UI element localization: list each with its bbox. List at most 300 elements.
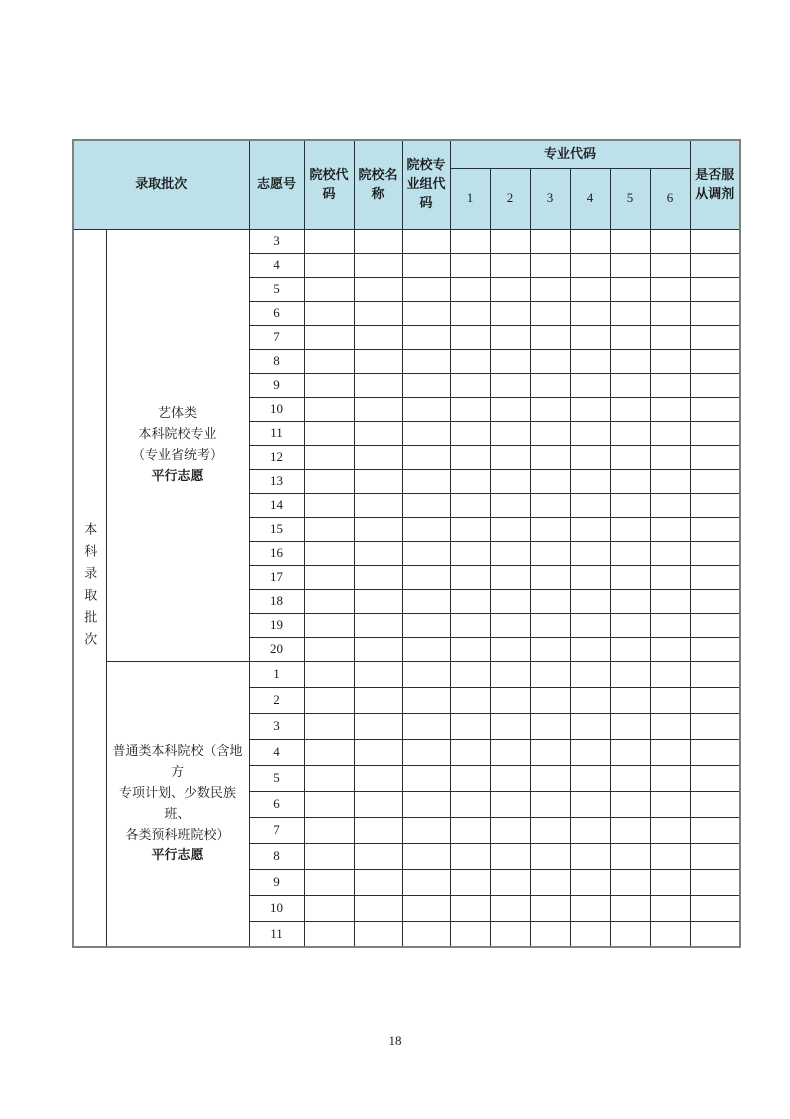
empty-input-cell bbox=[490, 229, 530, 253]
empty-input-cell bbox=[570, 613, 610, 637]
empty-input-cell bbox=[402, 349, 450, 373]
volunteer-number: 7 bbox=[249, 325, 304, 349]
volunteer-form-table bbox=[72, 139, 741, 948]
empty-input-cell bbox=[450, 765, 490, 791]
empty-input-cell bbox=[530, 397, 570, 421]
empty-input-cell bbox=[530, 589, 570, 613]
empty-input-cell bbox=[354, 869, 402, 895]
volunteer-number: 15 bbox=[249, 517, 304, 541]
table-row bbox=[73, 229, 740, 253]
volunteer-number: 10 bbox=[249, 397, 304, 421]
empty-input-cell bbox=[354, 713, 402, 739]
empty-input-cell bbox=[610, 869, 650, 895]
empty-input-cell bbox=[490, 895, 530, 921]
header-major-code-6: 6 bbox=[650, 168, 690, 229]
empty-input-cell bbox=[402, 253, 450, 277]
empty-input-cell bbox=[650, 229, 690, 253]
empty-input-cell bbox=[354, 739, 402, 765]
empty-input-cell bbox=[490, 613, 530, 637]
empty-input-cell bbox=[650, 589, 690, 613]
empty-input-cell bbox=[570, 349, 610, 373]
empty-input-cell bbox=[650, 661, 690, 687]
empty-input-cell bbox=[610, 325, 650, 349]
empty-input-cell bbox=[490, 277, 530, 301]
empty-input-cell bbox=[402, 277, 450, 301]
volunteer-number: 1 bbox=[249, 661, 304, 687]
empty-input-cell bbox=[690, 253, 740, 277]
empty-input-cell bbox=[450, 253, 490, 277]
empty-input-cell bbox=[690, 469, 740, 493]
empty-input-cell bbox=[354, 517, 402, 541]
empty-input-cell bbox=[402, 637, 450, 661]
empty-input-cell bbox=[354, 765, 402, 791]
volunteer-number: 17 bbox=[249, 565, 304, 589]
empty-input-cell bbox=[450, 895, 490, 921]
empty-input-cell bbox=[530, 791, 570, 817]
empty-input-cell bbox=[354, 325, 402, 349]
empty-input-cell bbox=[304, 277, 354, 301]
empty-input-cell bbox=[450, 869, 490, 895]
volunteer-number: 3 bbox=[249, 713, 304, 739]
empty-input-cell bbox=[304, 373, 354, 397]
empty-input-cell bbox=[570, 895, 610, 921]
empty-input-cell bbox=[490, 765, 530, 791]
volunteer-number: 20 bbox=[249, 637, 304, 661]
empty-input-cell bbox=[490, 661, 530, 687]
empty-input-cell bbox=[354, 541, 402, 565]
empty-input-cell bbox=[304, 301, 354, 325]
empty-input-cell bbox=[530, 253, 570, 277]
empty-input-cell bbox=[690, 869, 740, 895]
empty-input-cell bbox=[650, 397, 690, 421]
volunteer-number: 16 bbox=[249, 541, 304, 565]
volunteer-number: 9 bbox=[249, 373, 304, 397]
empty-input-cell bbox=[304, 637, 354, 661]
empty-input-cell bbox=[450, 373, 490, 397]
empty-input-cell bbox=[530, 445, 570, 469]
empty-input-cell bbox=[450, 921, 490, 947]
volunteer-number: 7 bbox=[249, 817, 304, 843]
empty-input-cell bbox=[450, 739, 490, 765]
empty-input-cell bbox=[570, 637, 610, 661]
empty-input-cell bbox=[490, 687, 530, 713]
header-college-code: 院校代码 bbox=[304, 140, 354, 229]
empty-input-cell bbox=[490, 541, 530, 565]
empty-input-cell bbox=[402, 469, 450, 493]
page-number: 18 bbox=[388, 1033, 402, 1048]
empty-input-cell bbox=[610, 817, 650, 843]
empty-input-cell bbox=[650, 301, 690, 325]
empty-input-cell bbox=[570, 921, 610, 947]
empty-input-cell bbox=[490, 445, 530, 469]
volunteer-number: 8 bbox=[249, 843, 304, 869]
empty-input-cell bbox=[402, 325, 450, 349]
empty-input-cell bbox=[530, 565, 570, 589]
empty-input-cell bbox=[402, 229, 450, 253]
empty-input-cell bbox=[650, 817, 690, 843]
empty-input-cell bbox=[530, 373, 570, 397]
empty-input-cell bbox=[690, 791, 740, 817]
volunteer-number: 14 bbox=[249, 493, 304, 517]
empty-input-cell bbox=[530, 325, 570, 349]
empty-input-cell bbox=[490, 713, 530, 739]
empty-input-cell bbox=[650, 637, 690, 661]
empty-input-cell bbox=[610, 229, 650, 253]
empty-input-cell bbox=[530, 493, 570, 517]
empty-input-cell bbox=[690, 613, 740, 637]
volunteer-number: 10 bbox=[249, 895, 304, 921]
empty-input-cell bbox=[402, 713, 450, 739]
empty-input-cell bbox=[304, 921, 354, 947]
header-major-code-1: 1 bbox=[450, 168, 490, 229]
empty-input-cell bbox=[490, 869, 530, 895]
empty-input-cell bbox=[610, 253, 650, 277]
empty-input-cell bbox=[450, 469, 490, 493]
table-row bbox=[73, 661, 740, 687]
empty-input-cell bbox=[304, 349, 354, 373]
empty-input-cell bbox=[570, 661, 610, 687]
empty-input-cell bbox=[690, 493, 740, 517]
empty-input-cell bbox=[610, 277, 650, 301]
table-header bbox=[73, 140, 740, 229]
empty-input-cell bbox=[450, 661, 490, 687]
empty-input-cell bbox=[570, 843, 610, 869]
empty-input-cell bbox=[304, 517, 354, 541]
empty-input-cell bbox=[450, 713, 490, 739]
volunteer-number: 19 bbox=[249, 613, 304, 637]
header-major-code: 专业代码 bbox=[450, 140, 690, 168]
empty-input-cell bbox=[530, 277, 570, 301]
empty-input-cell bbox=[354, 445, 402, 469]
empty-input-cell bbox=[530, 895, 570, 921]
empty-input-cell bbox=[570, 325, 610, 349]
header-major-code-4: 4 bbox=[570, 168, 610, 229]
empty-input-cell bbox=[610, 895, 650, 921]
empty-input-cell bbox=[354, 589, 402, 613]
empty-input-cell bbox=[650, 253, 690, 277]
header-major-code-3: 3 bbox=[530, 168, 570, 229]
empty-input-cell bbox=[690, 445, 740, 469]
volunteer-number: 11 bbox=[249, 921, 304, 947]
empty-input-cell bbox=[690, 843, 740, 869]
volunteer-number: 6 bbox=[249, 791, 304, 817]
empty-input-cell bbox=[610, 349, 650, 373]
empty-input-cell bbox=[354, 229, 402, 253]
empty-input-cell bbox=[650, 921, 690, 947]
empty-input-cell bbox=[450, 517, 490, 541]
empty-input-cell bbox=[610, 301, 650, 325]
empty-input-cell bbox=[610, 843, 650, 869]
empty-input-cell bbox=[354, 687, 402, 713]
empty-input-cell bbox=[354, 921, 402, 947]
empty-input-cell bbox=[354, 253, 402, 277]
empty-input-cell bbox=[610, 613, 650, 637]
table-body bbox=[73, 229, 740, 947]
empty-input-cell bbox=[354, 791, 402, 817]
volunteer-number: 5 bbox=[249, 277, 304, 301]
empty-input-cell bbox=[354, 301, 402, 325]
empty-input-cell bbox=[450, 791, 490, 817]
empty-input-cell bbox=[304, 325, 354, 349]
empty-input-cell bbox=[354, 397, 402, 421]
empty-input-cell bbox=[490, 565, 530, 589]
volunteer-number: 8 bbox=[249, 349, 304, 373]
header-major-code-5: 5 bbox=[610, 168, 650, 229]
empty-input-cell bbox=[690, 397, 740, 421]
empty-input-cell bbox=[354, 493, 402, 517]
empty-input-cell bbox=[530, 517, 570, 541]
empty-input-cell bbox=[304, 493, 354, 517]
empty-input-cell bbox=[570, 687, 610, 713]
volunteer-number: 5 bbox=[249, 765, 304, 791]
empty-input-cell bbox=[610, 713, 650, 739]
empty-input-cell bbox=[570, 253, 610, 277]
empty-input-cell bbox=[304, 421, 354, 445]
empty-input-cell bbox=[354, 565, 402, 589]
empty-input-cell bbox=[450, 397, 490, 421]
empty-input-cell bbox=[530, 469, 570, 493]
empty-input-cell bbox=[354, 613, 402, 637]
empty-input-cell bbox=[530, 843, 570, 869]
empty-input-cell bbox=[490, 637, 530, 661]
empty-input-cell bbox=[650, 791, 690, 817]
header-batch: 录取批次 bbox=[73, 140, 249, 229]
empty-input-cell bbox=[490, 921, 530, 947]
header-college-major-group-code: 院校专业组代码 bbox=[402, 140, 450, 229]
empty-input-cell bbox=[690, 895, 740, 921]
empty-input-cell bbox=[530, 765, 570, 791]
empty-input-cell bbox=[570, 739, 610, 765]
empty-input-cell bbox=[402, 397, 450, 421]
empty-input-cell bbox=[530, 661, 570, 687]
empty-input-cell bbox=[450, 301, 490, 325]
empty-input-cell bbox=[402, 613, 450, 637]
empty-input-cell bbox=[570, 541, 610, 565]
empty-input-cell bbox=[610, 765, 650, 791]
empty-input-cell bbox=[690, 589, 740, 613]
empty-input-cell bbox=[690, 661, 740, 687]
empty-input-cell bbox=[570, 421, 610, 445]
empty-input-cell bbox=[354, 277, 402, 301]
empty-input-cell bbox=[304, 869, 354, 895]
empty-input-cell bbox=[402, 661, 450, 687]
empty-input-cell bbox=[610, 565, 650, 589]
empty-input-cell bbox=[402, 921, 450, 947]
empty-input-cell bbox=[402, 517, 450, 541]
empty-input-cell bbox=[354, 349, 402, 373]
empty-input-cell bbox=[690, 277, 740, 301]
empty-input-cell bbox=[490, 517, 530, 541]
empty-input-cell bbox=[530, 817, 570, 843]
empty-input-cell bbox=[690, 687, 740, 713]
empty-input-cell bbox=[690, 817, 740, 843]
empty-input-cell bbox=[450, 687, 490, 713]
volunteer-number: 9 bbox=[249, 869, 304, 895]
empty-input-cell bbox=[570, 765, 610, 791]
empty-input-cell bbox=[304, 229, 354, 253]
empty-input-cell bbox=[610, 493, 650, 517]
empty-input-cell bbox=[690, 565, 740, 589]
empty-input-cell bbox=[650, 687, 690, 713]
empty-input-cell bbox=[690, 713, 740, 739]
empty-input-cell bbox=[402, 373, 450, 397]
empty-input-cell bbox=[490, 373, 530, 397]
empty-input-cell bbox=[690, 739, 740, 765]
empty-input-cell bbox=[304, 541, 354, 565]
empty-input-cell bbox=[450, 817, 490, 843]
empty-input-cell bbox=[650, 517, 690, 541]
empty-input-cell bbox=[304, 253, 354, 277]
empty-input-cell bbox=[650, 869, 690, 895]
volunteer-number: 13 bbox=[249, 469, 304, 493]
empty-input-cell bbox=[690, 349, 740, 373]
empty-input-cell bbox=[450, 445, 490, 469]
empty-input-cell bbox=[610, 541, 650, 565]
header-obey-adjustment: 是否服从调剂 bbox=[690, 140, 740, 229]
empty-input-cell bbox=[530, 421, 570, 445]
empty-input-cell bbox=[304, 895, 354, 921]
empty-input-cell bbox=[402, 843, 450, 869]
empty-input-cell bbox=[402, 589, 450, 613]
empty-input-cell bbox=[610, 637, 650, 661]
empty-input-cell bbox=[490, 493, 530, 517]
empty-input-cell bbox=[530, 869, 570, 895]
empty-input-cell bbox=[610, 469, 650, 493]
volunteer-number: 12 bbox=[249, 445, 304, 469]
empty-input-cell bbox=[690, 325, 740, 349]
empty-input-cell bbox=[450, 349, 490, 373]
empty-input-cell bbox=[490, 421, 530, 445]
empty-input-cell bbox=[402, 817, 450, 843]
empty-input-cell bbox=[650, 739, 690, 765]
empty-input-cell bbox=[530, 349, 570, 373]
empty-input-cell bbox=[304, 687, 354, 713]
empty-input-cell bbox=[354, 373, 402, 397]
empty-input-cell bbox=[610, 589, 650, 613]
empty-input-cell bbox=[490, 469, 530, 493]
empty-input-cell bbox=[570, 817, 610, 843]
empty-input-cell bbox=[530, 739, 570, 765]
empty-input-cell bbox=[650, 421, 690, 445]
empty-input-cell bbox=[304, 397, 354, 421]
empty-input-cell bbox=[570, 791, 610, 817]
empty-input-cell bbox=[450, 277, 490, 301]
empty-input-cell bbox=[402, 739, 450, 765]
empty-input-cell bbox=[304, 589, 354, 613]
volunteer-number: 11 bbox=[249, 421, 304, 445]
empty-input-cell bbox=[450, 637, 490, 661]
empty-input-cell bbox=[304, 817, 354, 843]
empty-input-cell bbox=[570, 301, 610, 325]
empty-input-cell bbox=[304, 661, 354, 687]
empty-input-cell bbox=[570, 373, 610, 397]
empty-input-cell bbox=[650, 349, 690, 373]
empty-input-cell bbox=[690, 301, 740, 325]
empty-input-cell bbox=[304, 469, 354, 493]
empty-input-cell bbox=[354, 895, 402, 921]
empty-input-cell bbox=[490, 739, 530, 765]
empty-input-cell bbox=[304, 791, 354, 817]
volunteer-number: 4 bbox=[249, 739, 304, 765]
empty-input-cell bbox=[690, 921, 740, 947]
empty-input-cell bbox=[402, 895, 450, 921]
empty-input-cell bbox=[650, 277, 690, 301]
empty-input-cell bbox=[490, 843, 530, 869]
empty-input-cell bbox=[402, 765, 450, 791]
empty-input-cell bbox=[650, 541, 690, 565]
empty-input-cell bbox=[402, 301, 450, 325]
empty-input-cell bbox=[610, 397, 650, 421]
empty-input-cell bbox=[690, 541, 740, 565]
empty-input-cell bbox=[610, 373, 650, 397]
empty-input-cell bbox=[650, 843, 690, 869]
empty-input-cell bbox=[450, 229, 490, 253]
empty-input-cell bbox=[450, 421, 490, 445]
empty-input-cell bbox=[530, 687, 570, 713]
empty-input-cell bbox=[610, 445, 650, 469]
empty-input-cell bbox=[530, 713, 570, 739]
empty-input-cell bbox=[650, 373, 690, 397]
empty-input-cell bbox=[490, 397, 530, 421]
empty-input-cell bbox=[402, 541, 450, 565]
empty-input-cell bbox=[402, 687, 450, 713]
empty-input-cell bbox=[610, 791, 650, 817]
empty-input-cell bbox=[354, 661, 402, 687]
empty-input-cell bbox=[490, 817, 530, 843]
empty-input-cell bbox=[650, 493, 690, 517]
empty-input-cell bbox=[304, 565, 354, 589]
empty-input-cell bbox=[690, 637, 740, 661]
empty-input-cell bbox=[490, 791, 530, 817]
empty-input-cell bbox=[304, 765, 354, 791]
empty-input-cell bbox=[650, 713, 690, 739]
empty-input-cell bbox=[610, 687, 650, 713]
batch-axis-label: 本科录取批次 bbox=[73, 229, 106, 947]
empty-input-cell bbox=[450, 613, 490, 637]
empty-input-cell bbox=[450, 325, 490, 349]
empty-input-cell bbox=[402, 493, 450, 517]
empty-input-cell bbox=[402, 445, 450, 469]
empty-input-cell bbox=[530, 637, 570, 661]
empty-input-cell bbox=[570, 469, 610, 493]
header-college-name: 院校名称 bbox=[354, 140, 402, 229]
empty-input-cell bbox=[650, 565, 690, 589]
empty-input-cell bbox=[304, 445, 354, 469]
empty-input-cell bbox=[304, 739, 354, 765]
empty-input-cell bbox=[650, 445, 690, 469]
volunteer-number: 4 bbox=[249, 253, 304, 277]
empty-input-cell bbox=[354, 469, 402, 493]
empty-input-cell bbox=[610, 739, 650, 765]
empty-input-cell bbox=[570, 589, 610, 613]
empty-input-cell bbox=[490, 301, 530, 325]
empty-input-cell bbox=[610, 517, 650, 541]
empty-input-cell bbox=[450, 589, 490, 613]
empty-input-cell bbox=[570, 869, 610, 895]
empty-input-cell bbox=[570, 445, 610, 469]
empty-input-cell bbox=[690, 373, 740, 397]
volunteer-number: 6 bbox=[249, 301, 304, 325]
empty-input-cell bbox=[450, 541, 490, 565]
empty-input-cell bbox=[304, 843, 354, 869]
empty-input-cell bbox=[530, 541, 570, 565]
group-label: 艺体类 本科院校专业 （专业省统考） 平行志愿 bbox=[106, 229, 249, 661]
empty-input-cell bbox=[650, 469, 690, 493]
empty-input-cell bbox=[450, 565, 490, 589]
volunteer-number: 2 bbox=[249, 687, 304, 713]
empty-input-cell bbox=[610, 421, 650, 445]
header-volunteer-no: 志愿号 bbox=[249, 140, 304, 229]
